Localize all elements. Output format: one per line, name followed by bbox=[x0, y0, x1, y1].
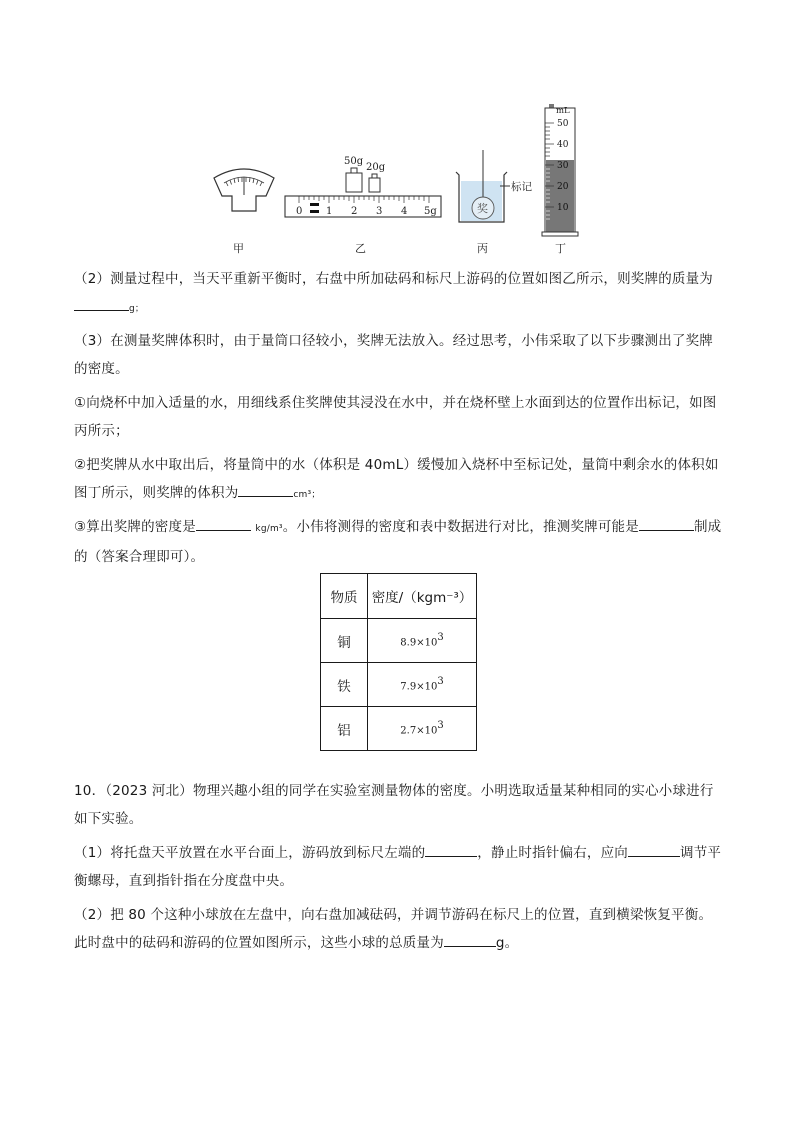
cylinder-tick-20: 20 bbox=[557, 182, 569, 192]
weight-20g-label: 20g bbox=[366, 162, 386, 173]
part-2-text-b: g。 bbox=[495, 935, 519, 951]
question-3-step-2 bbox=[74, 451, 724, 509]
part-1-text-a: （1）将托盘天平放置在水平台面上，游码放到标尺左端的 bbox=[74, 845, 426, 861]
answer-blank-volume[interactable] bbox=[238, 482, 293, 497]
weight-50g-label: 50g bbox=[344, 156, 364, 167]
header-density: 密度/（kgm⁻³） bbox=[368, 574, 477, 619]
density-value: $2.7\times 10^3$ bbox=[368, 707, 477, 751]
cylinder-unit: mL bbox=[556, 106, 570, 116]
density-table bbox=[320, 573, 477, 751]
mark-label: 标记 bbox=[511, 181, 532, 193]
cylinder-tick-30: 30 bbox=[557, 161, 569, 171]
question-10-stem: 10．（2023 河北）物理兴趣小组的同学在实验室测量物体的密度。小明选取适量某种相同的实心小球进行如下实验。 bbox=[74, 783, 714, 827]
substance-name: 铁 bbox=[321, 663, 368, 707]
question-2-unit: g； bbox=[129, 304, 145, 314]
question-2-text: （2）测量过程中，当天平重新平衡时，右盘中所加砝码和标尺上游码的位置如图乙所示，则奖牌的质量为 bbox=[74, 271, 713, 287]
cylinder-tick-40: 40 bbox=[557, 140, 569, 150]
answer-blank-mass[interactable] bbox=[74, 296, 129, 311]
experiment-figure bbox=[0, 0, 794, 262]
label-ding: 丁 bbox=[555, 242, 566, 255]
answer-blank-density[interactable] bbox=[196, 516, 251, 531]
step-3-text-a: ③算出奖牌的密度是 bbox=[74, 519, 196, 535]
step-3-text-c: 制成的（答案合理即可）。 bbox=[74, 519, 722, 565]
cylinder-tick-50: 50 bbox=[557, 119, 569, 129]
weights-and-ruler-diagram bbox=[285, 156, 441, 217]
label-jia: 甲 bbox=[233, 242, 244, 255]
question-10-part-2 bbox=[74, 901, 724, 957]
ruler-tick-0: 0 bbox=[296, 206, 303, 217]
question-10-part-1 bbox=[74, 839, 724, 895]
answer-blank-total-mass[interactable] bbox=[444, 932, 496, 947]
medal-char: 奖 bbox=[477, 202, 488, 215]
graduated-cylinder-diagram bbox=[542, 104, 578, 236]
beaker-diagram bbox=[456, 150, 532, 222]
ruler-tick-3: 3 bbox=[376, 206, 383, 217]
ruler-tick-2: 2 bbox=[351, 206, 358, 217]
balance-dial-diagram bbox=[214, 169, 274, 211]
part-1-text-b: ，静止时指针偏右，应向 bbox=[477, 845, 628, 861]
part-1-text-c: 调节平衡螺母，直到指针指在分度盘中央。 bbox=[74, 845, 722, 889]
step-2-text: ②把奖牌从水中取出后，将量筒中的水（体积是 40mL）缓慢加入烧杯中至标记处，量筒中剩余水的体积如图丁所示，则奖牌的体积为 bbox=[74, 457, 719, 501]
density-value: $7.9\times 10^3$ bbox=[368, 663, 477, 707]
question-3-intro: （3）在测量奖牌体积时，由于量筒口径较小，奖牌无法放入。经过思考，小伟采取了以下步骤测出了奖牌的密度。 bbox=[74, 333, 713, 377]
label-yi: 乙 bbox=[355, 242, 366, 255]
cylinder-tick-10: 10 bbox=[557, 203, 569, 213]
substance-name: 铜 bbox=[321, 619, 368, 663]
question-2 bbox=[74, 265, 724, 323]
part-2-text-a: （2）把 80 个这种小球放在左盘中，向右盘加减砝码，并调节游码在标尺上的位置，直到横梁恢复平衡。此时盘中的砝码和游码的位置如图所示，这些小球的总质量为 bbox=[74, 907, 713, 951]
label-bing: 丙 bbox=[477, 242, 488, 255]
header-substance: 物质 bbox=[321, 574, 368, 619]
answer-blank-material[interactable] bbox=[639, 516, 694, 531]
table-row bbox=[321, 619, 477, 663]
density-value: $8.9\times 10^3$ bbox=[368, 619, 477, 663]
answer-blank-zero-mark[interactable] bbox=[425, 842, 477, 857]
table-row bbox=[321, 663, 477, 707]
step-3-unit: kg/m³ bbox=[255, 524, 283, 534]
question-3-step-1: ①向烧杯中加入适量的水，用细线系住奖牌使其浸没在水中，并在烧杯壁上水面到达的位置作出标记，如图丙所示； bbox=[74, 395, 717, 439]
answer-blank-direction[interactable] bbox=[628, 842, 680, 857]
table-row bbox=[321, 707, 477, 751]
step-2-unit: cm³； bbox=[293, 490, 321, 500]
step-3-text-b: 。小伟将测得的密度和表中数据进行对比，推测奖牌可能是 bbox=[282, 519, 639, 535]
question-3-step-3 bbox=[74, 513, 724, 571]
table-header-row bbox=[321, 574, 477, 619]
ruler-tick-4: 4 bbox=[401, 206, 408, 217]
substance-name: 铝 bbox=[321, 707, 368, 751]
ruler-tick-1: 1 bbox=[326, 206, 333, 217]
ruler-tick-5g: 5g bbox=[424, 206, 437, 217]
